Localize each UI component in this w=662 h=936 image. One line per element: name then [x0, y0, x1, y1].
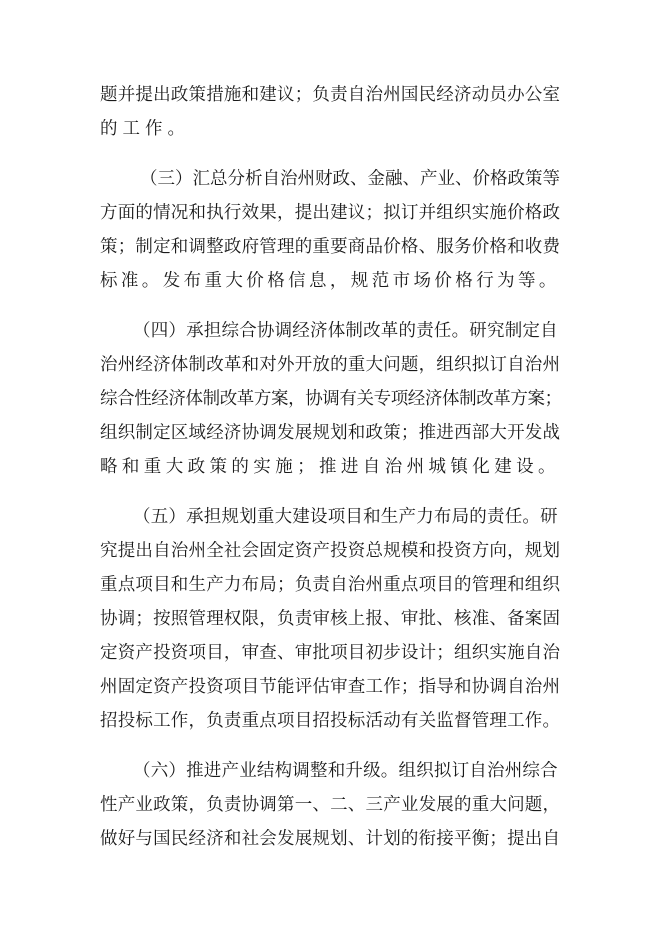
text-line: 组织制定区域经济协调发展规划和政策；推进西部大开发战	[100, 423, 561, 443]
paragraph	[100, 78, 562, 146]
text-line: 协调；按照管理权限，负责审核上报、审批、核准、备案固	[100, 609, 561, 629]
text-line: 策；制定和调整政府管理的重要商品价格、服务价格和收费	[100, 237, 561, 257]
text-line: 招投标工作，负责重点项目招投标活动有关监督管理工作。	[100, 711, 561, 731]
text-line: 题并提出政策措施和建议；负责自治州国民经济动员办公室	[100, 85, 561, 105]
text-line: 治州经济体制改革和对外开放的重大问题，组织拟订自治州	[100, 355, 561, 375]
text-line: 略和重大政策的实施；推进自治州城镇化建设。	[100, 457, 560, 477]
text-line: 性产业政策，负责协调第一、二、三产业发展的重大问题，	[100, 795, 561, 815]
text-line: 方面的情况和执行效果，提出建议；拟订并组织实施价格政	[100, 203, 561, 223]
document-page	[100, 78, 562, 872]
text-line: 的工作。	[100, 119, 190, 139]
paragraph	[100, 162, 562, 298]
text-line: 做好与国民经济和社会发展规划、计划的衔接平衡；提出自	[100, 829, 561, 849]
text-line: （三）汇总分析自治州财政、金融、产业、价格政策等	[140, 169, 560, 189]
text-line: 究提出自治州全社会固定资产投资总规模和投资方向，规划	[100, 541, 561, 561]
text-line: 重点项目和生产力布局；负责自治州重点项目的管理和组织	[100, 575, 561, 595]
text-line: 综合性经济体制改革方案，协调有关专项经济体制改革方案；	[100, 389, 562, 409]
text-line: （六）推进产业结构调整和升级。组织拟订自治州综合	[133, 761, 558, 781]
text-line: 标准。发布重大价格信息，规范市场价格行为等。	[100, 271, 560, 291]
text-line: （五）承担规划重大建设项目和生产力布局的责任。研	[133, 507, 558, 527]
text-line: 定资产投资项目，审查、审批项目初步设计；组织实施自治	[100, 643, 561, 663]
text-line: （四）承担综合协调经济体制改革的责任。研究制定自	[133, 321, 558, 341]
paragraph	[100, 754, 562, 856]
paragraph	[100, 314, 562, 484]
paragraph	[100, 500, 562, 738]
text-line: 州固定资产投资项目节能评估审查工作；指导和协调自治州	[100, 677, 561, 697]
